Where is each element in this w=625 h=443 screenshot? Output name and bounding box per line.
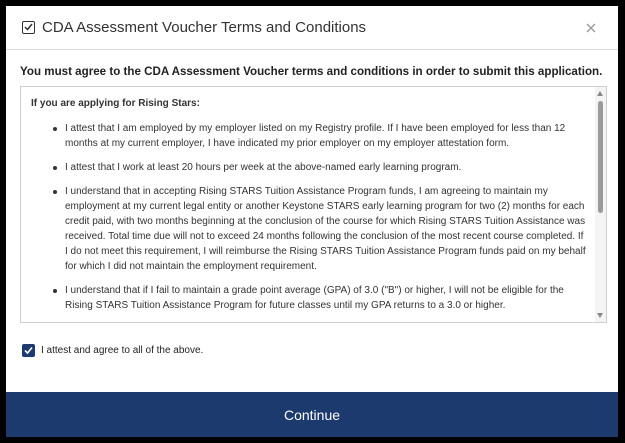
- dialog-title: CDA Assessment Voucher Terms and Conditions: [42, 19, 367, 36]
- continue-button[interactable]: Continue: [6, 392, 618, 437]
- terms-dialog: [6, 6, 618, 437]
- terms-heading: If you are applying for Rising Stars:: [31, 98, 200, 109]
- terms-scrollbar[interactable]: [595, 87, 606, 322]
- scroll-down-arrow-icon[interactable]: [597, 313, 603, 318]
- terms-item: I attest that I work at least 20 hours per week at the above-named early learning program.: [53, 160, 594, 175]
- terms-item: I attest that I am employed by my employer listed on my Registry profile. If I have been employed for less than 12 months at my current employer, I have indicated my prior employer on my employer attestation form.: [53, 121, 594, 151]
- terms-item: I understand that in accepting Rising STARS Tuition Assistance Program funds, I am agreeing to maintain my employment at my current legal entity or another Keystone STARS early learning program for two (2) months for each credit paid, with two months beginning at the conclusion of the course for which Rising STARS Tuition Assistance was received. Total time due will not to exceed 24 months following the conclusion of the most recent course completed. If I do not meet this requirement, I will reimburse the Rising STARS Tuition Assistance Program funds paid on my behalf for which I did not maintain the employment requirement.: [53, 184, 594, 274]
- bullet-icon: [53, 190, 57, 194]
- scroll-thumb[interactable]: [598, 101, 603, 213]
- agree-checkbox[interactable]: [22, 344, 35, 357]
- checkbox-icon: [22, 21, 35, 34]
- terms-content: [21, 87, 594, 322]
- bullet-icon: [53, 127, 57, 131]
- scroll-up-arrow-icon[interactable]: [597, 91, 603, 96]
- bullet-icon: [53, 289, 57, 293]
- agree-label[interactable]: I attest and agree to all of the above.: [41, 345, 204, 356]
- instruction-text: You must agree to the CDA Assessment Voucher terms and conditions in order to submit this application.: [20, 65, 603, 78]
- terms-item: I understand that if I fail to maintain a grade point average (GPA) of 3.0 ("B") or higher, I will not be eligible for the Rising STARS Tuition Assistance Program for future classes until my GPA returns to a 3.0 or higher.: [53, 283, 594, 313]
- terms-scroll-box[interactable]: [20, 86, 607, 323]
- terms-list: [31, 121, 594, 313]
- bullet-icon: [53, 166, 57, 170]
- close-icon[interactable]: [584, 21, 598, 35]
- dialog-header: [6, 6, 618, 50]
